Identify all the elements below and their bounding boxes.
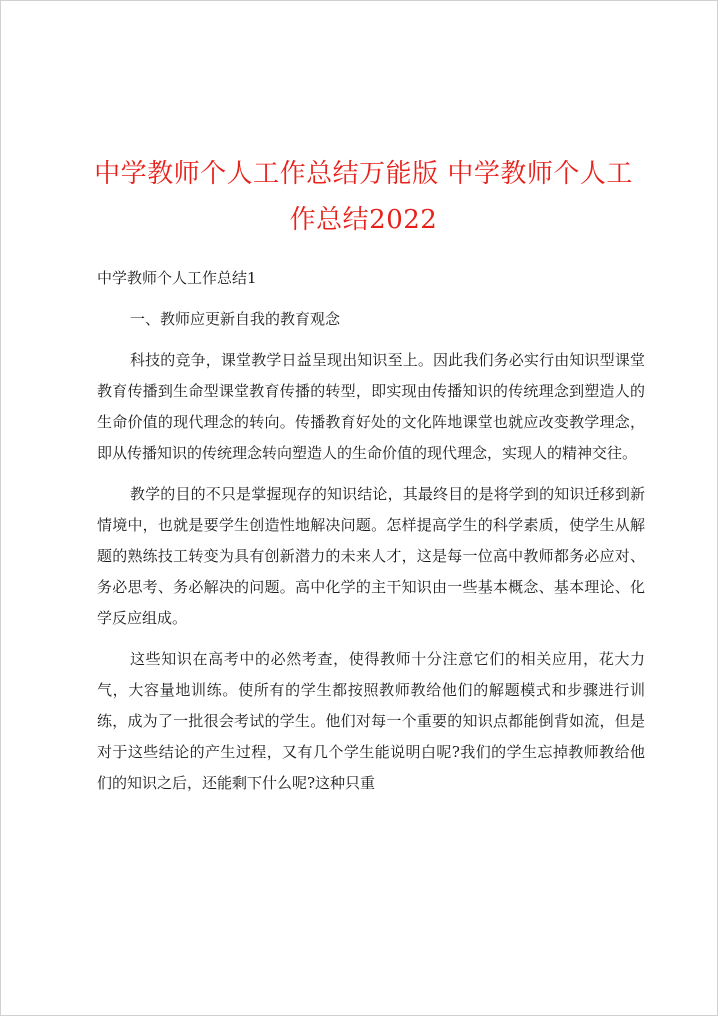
document-title: 中学教师个人工作总结万能版 中学教师个人工作总结2022 <box>94 159 633 235</box>
body-paragraph-2: 教学的目的不只是掌握现存的知识结论，其最终目的是将学到的知识迁移到新情境中，也就是要学生创造性地解决问题。怎样提高学生的科学素质，使学生从解题的熟练技工转变为具有创新潜力的未来人才，这是每一位高中教师都务必应对、务必思考、务必解决的问题。高中化学的主干知识由一些基本概念、基本理论、化学反应组成。 <box>97 485 645 627</box>
section-heading: 一、教师应更新自我的教育观念 <box>130 310 341 328</box>
document-body <box>97 263 645 799</box>
body-paragraph-3: 这些知识在高考中的必然考查，使得教师十分注意它们的相关应用，花大力气，大容量地训练。使所有的学生都按照教师教给他们的解题模式和步骤进行训练，成为了一批很会考试的学生。他们对每一个重要的知识点都能倒背如流，但是对于这些结论的产生过程，又有几个学生能说明白呢?我们的学生忘掉教师教给他们的知识之后，还能剩下什么呢?这种只重 <box>97 650 645 792</box>
document-subtitle: 中学教师个人工作总结1 <box>97 269 257 287</box>
body-paragraph-1: 科技的竞争，课堂教学日益呈现出知识至上。因此我们务必实行由知识型课堂教育传播到生命型课堂教育传播的转型，即实现由传播知识的传统理念到塑造人的生命价值的现代理念的转向。传播教育好处的文化阵地课堂也就应改变教学理念，即从传播知识的传统理念转向塑造人的生命价值的现代理念，实现人的精神交往。 <box>97 351 645 462</box>
